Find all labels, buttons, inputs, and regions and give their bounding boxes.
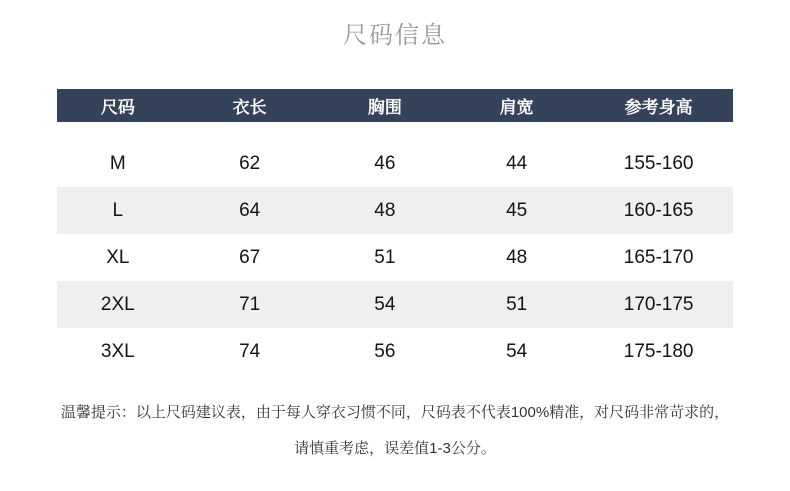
height-cell: 170-175 <box>584 281 733 328</box>
chest-cell: 56 <box>321 328 449 375</box>
table-row <box>57 281 733 328</box>
table-row <box>57 234 733 281</box>
size-cell: M <box>57 140 179 187</box>
length-cell: 71 <box>179 281 321 328</box>
shoulder-cell: 45 <box>449 187 584 234</box>
size-note <box>32 395 758 467</box>
chest-cell: 51 <box>321 234 449 281</box>
shoulder-cell: 51 <box>449 281 584 328</box>
column-header-chest: 胸围 <box>321 89 449 140</box>
length-cell: 64 <box>179 187 321 234</box>
column-header-shoulder: 肩宽 <box>449 89 584 140</box>
column-header-length: 衣长 <box>179 89 321 140</box>
size-cell: L <box>57 187 179 234</box>
height-cell: 160-165 <box>584 187 733 234</box>
shoulder-cell: 54 <box>449 328 584 375</box>
length-cell: 67 <box>179 234 321 281</box>
table-row <box>57 140 733 187</box>
note-line-2: 请慎重考虑，误差值1-3公分。 <box>294 440 496 457</box>
size-table <box>57 89 733 375</box>
page-title: 尺码信息 <box>343 22 447 49</box>
note-line-1: 温馨提示：以上尺码建议表，由于每人穿衣习惯不同，尺码表不代表100%精准，对尺码非常苛求的， <box>60 404 730 421</box>
length-cell: 62 <box>179 140 321 187</box>
size-cell: 3XL <box>57 328 179 375</box>
column-header-height: 参考身高 <box>584 89 733 140</box>
size-cell: 2XL <box>57 281 179 328</box>
table-row <box>57 187 733 234</box>
size-table-body <box>57 140 733 375</box>
shoulder-cell: 48 <box>449 234 584 281</box>
chest-cell: 46 <box>321 140 449 187</box>
size-cell: XL <box>57 234 179 281</box>
table-row <box>57 328 733 375</box>
size-table-header-row <box>57 89 733 140</box>
height-cell: 165-170 <box>584 234 733 281</box>
shoulder-cell: 44 <box>449 140 584 187</box>
height-cell: 175-180 <box>584 328 733 375</box>
length-cell: 74 <box>179 328 321 375</box>
column-header-size: 尺码 <box>57 89 179 140</box>
height-cell: 155-160 <box>584 140 733 187</box>
chest-cell: 48 <box>321 187 449 234</box>
chest-cell: 54 <box>321 281 449 328</box>
